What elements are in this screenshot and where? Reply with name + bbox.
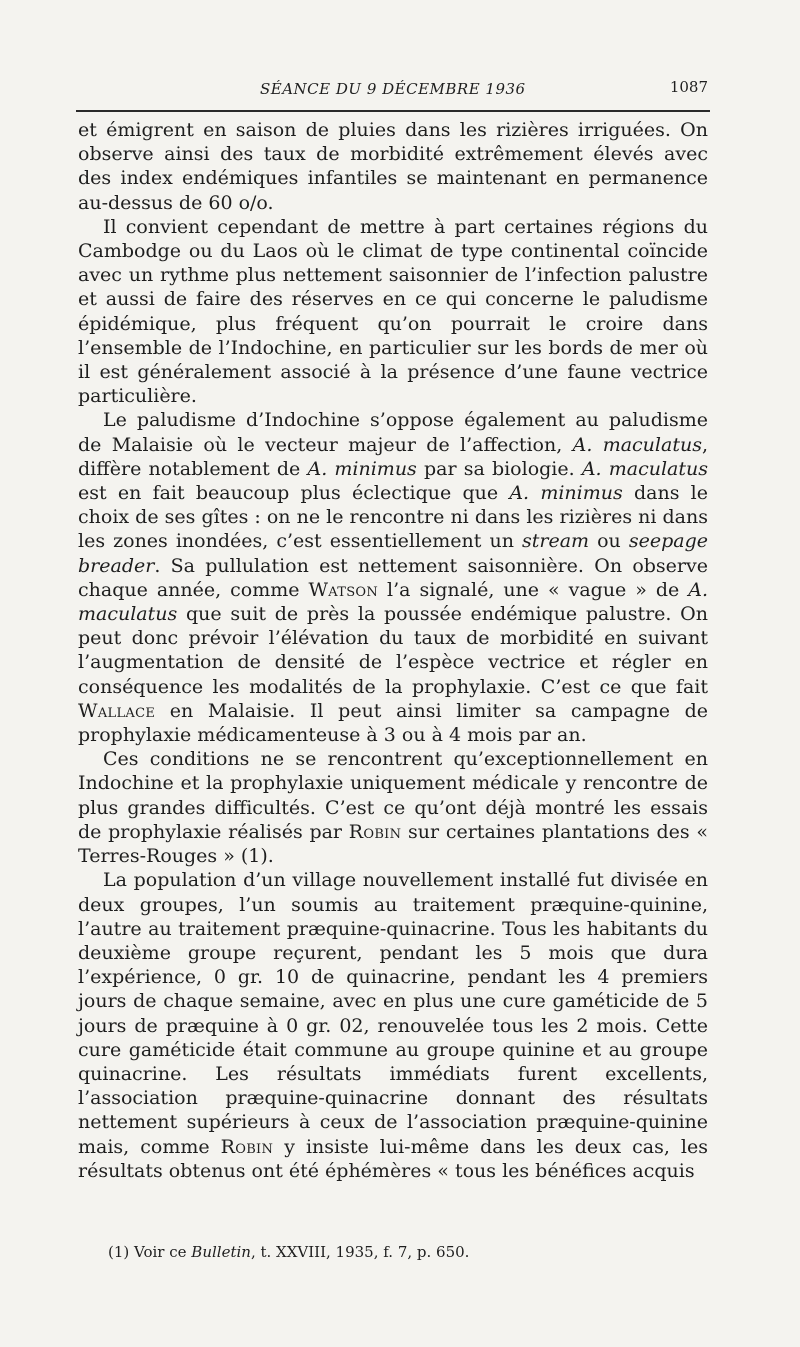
author-name: Robin bbox=[220, 1135, 274, 1158]
author-name: Wallace bbox=[78, 699, 156, 722]
text-run: y insiste lui-même dans les deux cas, les résultats obtenus ont été éphémères « tous les bénéfices acquis bbox=[78, 1135, 708, 1182]
body-text bbox=[78, 118, 708, 1183]
text-run: sur certaines plantations des « Terres-Rouges » (1). bbox=[78, 820, 708, 868]
species-name: A. minimus bbox=[307, 457, 417, 480]
paragraph-2 bbox=[78, 215, 708, 409]
text-run: par sa biologie. bbox=[416, 457, 582, 480]
text-run: est en fait beaucoup plus éclectique que bbox=[78, 482, 510, 505]
species-name: A. maculatus bbox=[581, 457, 708, 480]
text-run: (1) Voir ce bbox=[108, 1243, 192, 1261]
paragraph-4 bbox=[78, 747, 708, 868]
text-run: Il convient cependant de mettre à part certaines régions du Cambodge ou du Laos où le climat de type continental coïncide avec un rythme plus nettement saisonnier de l’infection palustre et aussi de faire des réserves en ce qui concerne le paludisme épidémique, plus fréquent qu’on pourrait le croire dans l’ensemble de l’Indochine, en particulier sur les bords de mer où il est généralement associé à la présence d’une faune vectrice particulière. bbox=[78, 215, 708, 408]
author-name: Robin bbox=[348, 820, 402, 843]
paragraph-5 bbox=[78, 868, 708, 1183]
text-run: Ces conditions ne se rencontrent qu’exceptionnellement en Indochine et la prophylaxie uniquement médicale y rencontre de plus grandes difficultés. C’est ce qu’ont déjà montré les essais de prophylaxie réalisés par bbox=[78, 748, 708, 843]
page-number: 1087 bbox=[669, 78, 708, 96]
italic-term: stream bbox=[522, 530, 590, 553]
species-name: A. maculatus bbox=[78, 578, 708, 626]
footnote bbox=[108, 1242, 708, 1262]
text-run: La population d’un village nouvellement installé fut divisée en deux groupes, l’un soumis au traitement præquine-quinine, l’autre au traitement præquine-quinacrine. Tous les habitants du deuxième groupe reçurent, pendant les 5 mois que dura l’expérience, 0 gr. 10 de quinacrine, pendant les 4 premiers jours de chaque semaine, avec en plus une cure gaméticide de 5 jours de præquine à 0 gr. 02, renouvelée tous les 2 mois. Cette cure gaméticide était commune au groupe quinine et au groupe quinacrine. Les résultats immédiats furent excellents, l’association præquine-quinacrine donnant des résultats nettement supérieurs à ceux de l’association præquine-quinine mais, comme bbox=[78, 869, 708, 1158]
italic-term: seepage breader bbox=[78, 530, 708, 577]
text-run: que suit de près la poussée endémique palustre. On peut donc prévoir l’élévation du taux de morbidité en suivant l’augmentation de densité de l’espèce vectrice et régler en conséquence les modalités de la prophylaxie. C’est ce que fait bbox=[78, 603, 708, 698]
text-run: et émigrent en saison de pluies dans les rizières irriguées. On observe ainsi des taux de morbidité extrêmement élevés avec des index endémiques infantiles se maintenant en permanence au-dessus de 60 o/o. bbox=[78, 119, 708, 214]
text-run: . Sa pullulation est nettement saisonnière. On observe chaque année, comme bbox=[78, 554, 708, 601]
text-run: l’a signalé, une « vague » de bbox=[378, 578, 689, 601]
species-name: A. minimus bbox=[509, 482, 623, 505]
page-header bbox=[78, 74, 708, 100]
paragraph-3 bbox=[78, 408, 708, 747]
header-rule bbox=[76, 110, 710, 112]
text-run: Le paludisme d’Indochine s’oppose également au paludisme de Malaisie où le vecteur majeur de l’affection, bbox=[78, 409, 708, 456]
text-run: ou bbox=[589, 530, 629, 553]
species-name: A. maculatus bbox=[572, 433, 702, 456]
author-name: Watson bbox=[308, 578, 379, 601]
journal-title: Bulletin bbox=[191, 1243, 251, 1261]
text-run: , t. XXVIII, 1935, f. 7, p. 650. bbox=[250, 1243, 470, 1261]
text-run: en Malaisie. Il peut ainsi limiter sa campagne de prophylaxie médicamenteuse à 3 ou à 4 mois par an. bbox=[78, 699, 708, 747]
paragraph-1 bbox=[78, 118, 708, 215]
text-run: , diffère notablement de bbox=[78, 433, 708, 480]
text-run: dans le choix de ses gîtes : on ne le rencontre ni dans les rizières ni dans les zones inondées, c’est essentiellement un bbox=[78, 482, 708, 553]
running-head: SÉANCE DU 9 DÉCEMBRE 1936 bbox=[260, 80, 526, 98]
